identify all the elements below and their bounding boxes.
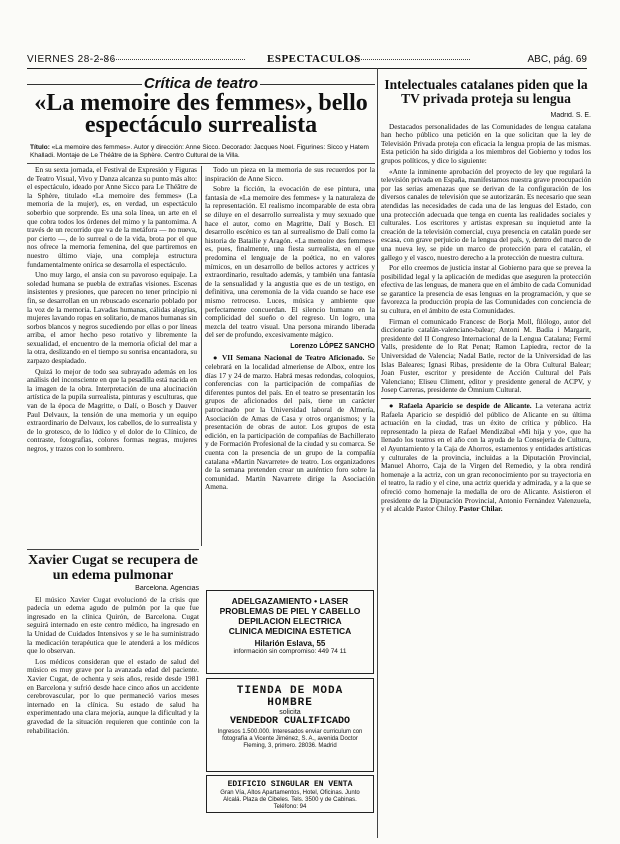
review-paragraph: En su sexta jornada, el Festival de Expresión y Figuras de Teatro Visual, Vivo y Danza alcanza su punto más alto: el espectáculo, ideado por Anne Sicco para Le Théâtre de la Sphère, titulado «La memoire des femmes» (La memoria de la mujer), es, en verdad, un espectáculo soberbio que sorprende. Es una sola línea, un arte en el que cobra todos los órdenes del mimo y la pantomima. A través de un recorrido que va de la metáfora — no nueva, por cierto —, de lo surreal o de la vida, brota por el que nos ofrece la memoria femenina, del que partiremos en nuestro último viaje, una compleja estructura fundamentalmente onírica se desarrolla el espectáculo. [27, 166, 197, 269]
ad-clinica-line: CLINICA MEDICINA ESTETICA [228, 626, 352, 636]
header-dots-left [95, 59, 245, 60]
credits-label: Título: [30, 144, 50, 151]
page-number-text: ABC, pág. 69 [527, 54, 587, 65]
credits-text: «La memoire des femmes». Autor y dirección: Anne Sicco. Decorado: Jacques Noel. Figurines: Sicco y Hatem Khalladi. Montaje de Le Théâtre de la Sphère. Centro Cultural de la Villa. [30, 144, 369, 159]
ad-tienda-line: HOMBRE [267, 697, 313, 709]
catalan-article [381, 112, 591, 837]
kicker-text: Crítica de teatro [143, 75, 259, 92]
review-column-1 [27, 166, 197, 546]
bullet-icon: ● [389, 401, 399, 410]
review-paragraph: Quizá lo mejor de todo sea subrayado además en los análisis del inconsciente en que la pesadilla está nacida en la imagen de la obra. Interpretación de una alucinación artística de la pupila surrealista, pinturas y esculturas, que van de la época de Magritte, o Dalí, o Bosch y Dauver Paul Delvaux, la tensión de una memoria y un equipo extraordinario de Delvaux, los cabellos, de lo surrealista y de lo grotesco, de lo lúdico y el dolor de lo Clínico, de contraste, fotografías, colores formas negras, mujeres negros, y trazos con lo sombrero. [27, 366, 197, 453]
ad-edificio-line: EDIFICIO SINGULAR EN VENTA [227, 780, 353, 789]
review-paragraph: Todo un pieza en la memoria de sus recuerdos por la inspiración de Anne Sicco. [205, 166, 375, 183]
review-column-2 [205, 166, 375, 586]
cugat-top-rule [27, 549, 199, 550]
review-headline: «La memoire des femmes», bello espectáculo surrealista [34, 90, 368, 138]
ad-clinica-phone: información sin compromiso: 449 74 11 [233, 648, 347, 655]
cugat-paragraph: El músico Xavier Cugat evolucionó de la crisis que padecía un edema agudo de pulmón por la que fue ingresado en la clínica Quirón, de Barcelona. Cugat seguirá internado en este centro médico, ha ingresado en la Unidad de Cuidados Intensivos y se le ha suministrado la medicación terapéutica que le atenderá a los médicos que lo observan. [27, 594, 199, 656]
ad-tienda-line: solicita [279, 709, 301, 716]
ad-tienda-line: TIENDA DE MODA [236, 685, 344, 697]
catalan-paragraph: «Ante la inminente aprobación del proyecto de ley que regulará la televisión privada en España, manifestamos nuestra grave preocupación por las serias amenazas que se derivan de la configuración de los diversos canales de televisión que se autorizarán. Es necesario que sean atendidas las necesidades de cada una de las lenguas del Estado, con una protección adecuada que tenga en cuenta las realidades sociales y culturales. Los escritores y artistas expresan su inquietud ante la creación de la televisión comercial, cuya presencia en catalán puede ser escasa, con grave perjuicio de la lengua del país, y, dentro del marco de una nueva ley, se pide un marco de protección para el catalán, el gallego y el vasco, nuestro derecho a la protección de nuestra cultura. [381, 166, 591, 262]
ad-clinica-line: DEPILACION ELECTRICA [238, 616, 342, 626]
news-note [205, 354, 375, 492]
cugat-paragraph: Los médicos consideran que el estado de salud del músico es muy grave por la avanzada edad del paciente. Xavier Cugat, de ochenta y seis años, reside desde 1981 en Barcelona y sufrió desde hace cinco años un accidente cerebrovascular, por lo que permaneció varios meses internado en la clínica. Su estado de salud ha experimentado una clara mejoría, aunque la dificultad y la gravedad de la situación requieren que continúe con la rehabilitación. [27, 656, 199, 735]
page-number [528, 54, 587, 65]
ad-clinica [206, 590, 374, 674]
note-signature: Pastor Chilar. [459, 504, 503, 514]
note-title: VII Semana Nacional de Teatro Aficionado. [221, 353, 365, 363]
credits-rule [27, 163, 375, 164]
ad-edificio [206, 775, 374, 813]
bullet-icon: ● [213, 353, 222, 363]
catalan-paragraph: Firman el comunicado Francesc de Borja Moll, filólogo, autor del diccionario catalán-valenciano-balear; Antoni M. Badia i Margarit, presidente del II Congreso Internacional de la Lengua Catalana; Fermí Valls, presidente de lo Rat Penat; Ramon Lapiedra, rector de la Universidad de Valencia; Nadal Batle, rector de la Universidad de las Islas Baleares; Ignasi Ribas, presidente de la Obra Cultural Balear; Joan Fuster, escritor y presidente de Acción Cultural del País Valenciano; Eliseu Climent, editor y presidente general de ACPV, y Josep Carreras, presidente de Òmnium Cultural. [381, 316, 591, 395]
header-date: VIERNES 28-2-86 [27, 54, 116, 65]
note-rule [381, 398, 591, 399]
catalan-paragraph: Destacados personalidades de las Comunidades de lengua catalana han hecho público una petición en la que solicitan que la ley de Televisión Privada proteja con eficacia la lengua propia de las mismas. Esta petición ha sido dirigida a los miembros del Gobierno y todos los grupos políticos, y dice lo siguiente: [381, 121, 591, 165]
ad-tienda-line: VENDEDOR CUALIFICADO [229, 716, 351, 727]
review-paragraph: Sobre la ficción, la evocación de ese pintura, una fantasía de «La memoire des femmes» y la naturaleza de la representación. El realismo incomparable de esta obra se diluye en el desarrollo surrealista y muy sexuado que hace el autor, como en Magritte, Dalí y Bosch. El desarrollo escénico es tan al surrealismo de Dalí como la historia de Batailie y Aragón. «La memoire des femmes» es, pues, finalmente, una fiesta surrealista, en el que predomina el lenguaje de la poética, no en valores mímicos, en un desarrollo de bellos actores y actrices y extraordinario, resultado además, y también una fantasía de la sensualidad y la angustia que es de un testigo, en definitiva, una ceremonia de la vida cuando se hace ese mismo retroceso. Luces, música y ambiente que perfectamente concuerdan. El silencio humano en la complicidad del sueño o del regreso. Un logro, una mezcla del teatro visual. Una persona mirando liberada del ser de profundo, excesivamente mágico. [205, 184, 375, 340]
ad-tienda-line: Ingresos 1.500.000. Interesados enviar curriculum con fotografía a Vicente Jiménez, S. A., avenida Doctor Fleming, 3, primero. 28036. Madrid [217, 729, 363, 749]
catalan-paragraph: Por ello creemos de justicia instar al Gobierno para que se prevea la posibilidad legal y la aplicación de medidas que aseguren la protección efectiva de las lenguas, de manera que en el ámbito de cada Comunidad se garantice la presencia de esas lenguas en la programación, y que se favorezca la producción propia de las Comunidades con conciencia de su cultura, en el ámbito de esta Comunidades. [381, 263, 591, 316]
review-signature: Lorenzo LÓPEZ SANCHO [290, 342, 375, 350]
review-credits [30, 144, 375, 160]
note-text: Se celebrará en la localidad almeriense de Albox, entre los días 17 y 24 de marzo. Habrá mesas redondas, coloquios, conferencias con la participación de compañías de diferentes puntos del país. En el teatro se presentarán los grupos de aficionados del país, tiene un carácter patrocinado por la Universidad laboral de Almería, Asociación de Amas de Casa y otros organismos; y la presentación de obras de autor. Los grupos de esta edición, en la participación de compañías de Bachillerato y de Formación Profesional de la ciudad y su comarca. Se cuenta con la presencia de un grupo de la compañía catalana «Martin Navarrete» de teatro. Los organizadores de la semana pretenden crear un auténtico foro sobre la comunidad. Martín Navarrete dirige la Asociación Amena. [205, 353, 375, 492]
cugat-byline: Barcelona. Agencias [135, 585, 199, 592]
catalan-headline: Intelectuales catalanes piden que la TV privada proteja su lengua [384, 77, 588, 106]
catalan-byline: Madrid. S. E. [550, 112, 591, 119]
note-text: La veterana actriz Rafaela Aparicio se despidió del público de Alicante en su última actuación en la ciudad, tras un éxito de crítica y público. Ha representado la pieza de Rafael Mendizábal «Mi hija y yo», que ha llenado los teatros en el año con la ayuda de la Consejería de Cultura, el Ayuntamiento y la Caja de Ahorros, estamentos y entidades artísticas y culturales de la provincia, incluidas a la Diputación Provincial, Manuel Ahorro, Caja de la Virgen del Remedio, y la obra rendirá homenaje a la actriz, con un gran reconocimiento por su trayectoria en el teatro, la radio y el cine, una actriz querida y admirada, y a la que se ofreció como homenaje la medalla de oro de Alicante. Asistieron el presidente de la Diputación Provincial, Antonio Fernández Valenzuela, y el alcalde Pastor Chiloy. [381, 401, 591, 514]
column-divider-right [377, 68, 378, 838]
ad-edificio-line: Gran Vía, Altos Apartamentos, Hotel, Oficinas. Junto Alcalá. Plaza de Cibeles. Tels. 3500 y de Cabinas. Teléfono: 94 [220, 790, 360, 810]
ad-clinica-line: ADELGAZAMIENTO • LASER [231, 596, 349, 606]
kicker-rule-left [27, 84, 142, 85]
cugat-article [27, 585, 199, 835]
cugat-headline: Xavier Cugat se recupera de un edema pulmonar [28, 553, 198, 583]
column-divider-1 [201, 166, 202, 546]
header-dots-right [350, 59, 470, 60]
page-header [27, 54, 587, 69]
news-note [381, 402, 591, 514]
section-title: ESPECTACULOS [267, 53, 361, 65]
ad-tienda [206, 678, 374, 772]
kicker-rule-right [260, 84, 375, 85]
review-paragraph: Uno muy largo, el ansia con su pavoroso equipaje. La soledad humana se puebla de extrañas visiones. Escenas insistentes y presiones, que parecen no tener principio ni fin, se desarrollan en un rebuscado escenario poblado por la voz de la memoria. Lavadas humanas, cálidas alegrías, mujeres lavando ropas en solitario, de manos humanas sin sorbos blancos y negros sucediendo por ellas o por líneas arriba, el amor hecho peso rotativo y libremente la sexualidad, el encuentro de la memoria oficial del mar a la otra, deslizando en el tiempo su sonrisa encantadora, su zarpazo despiadado. [27, 270, 197, 366]
ad-clinica-line: PROBLEMAS DE PIEL Y CABELLO [219, 606, 361, 616]
ad-clinica-address: Hilarión Eslava, 55 [254, 639, 326, 648]
note-title: Rafaela Aparicio se despide de Alicante. [398, 401, 532, 410]
